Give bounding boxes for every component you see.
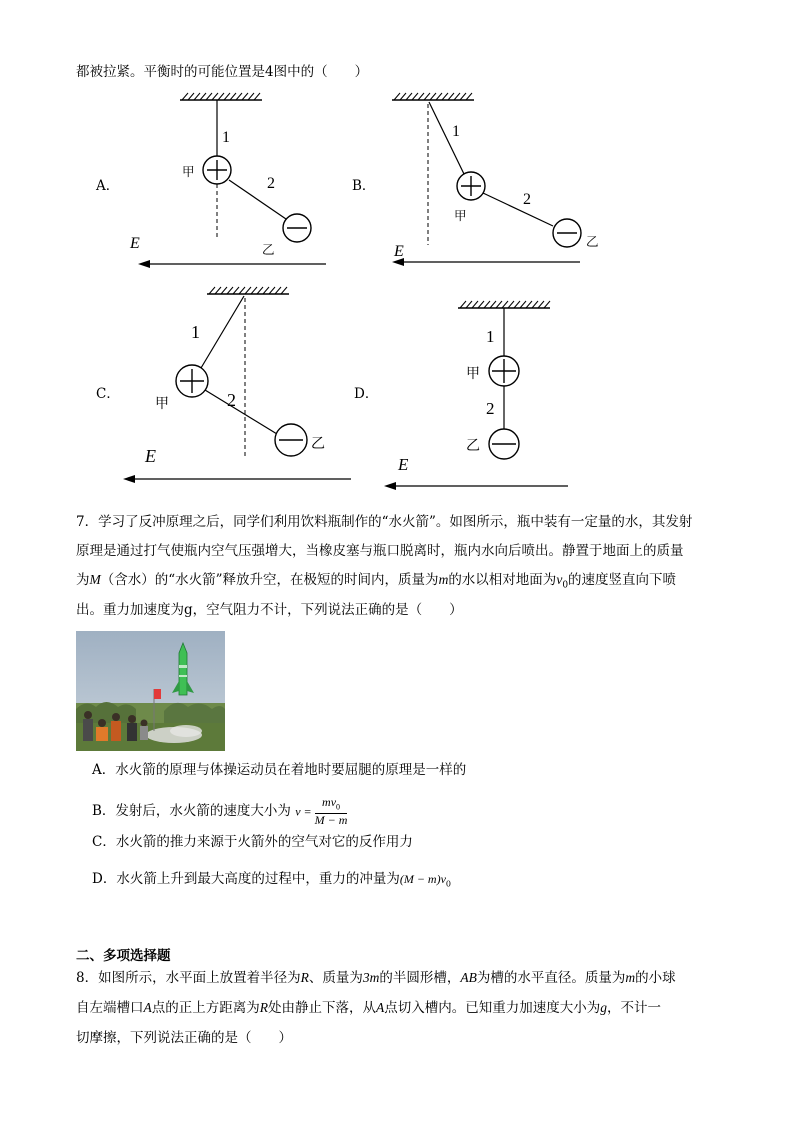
q7-option-c: C．水火箭的推力来源于火箭外的空气对它的反作用力 — [92, 834, 413, 850]
jia-label: 甲 — [466, 366, 480, 382]
string1-label: 1 — [486, 327, 495, 346]
q7-option-a: A．水火箭的原理与体操运动员在着地时要屈腿的原理是一样的 — [92, 762, 467, 778]
string1-label: 1 — [452, 123, 460, 140]
q8-line3: 切摩擦，下列说法正确的是（ ） — [76, 1030, 292, 1046]
rocket-icon — [179, 643, 187, 695]
field-label: E — [394, 243, 404, 260]
q6-diagram-b — [380, 90, 620, 275]
field-label: E — [145, 446, 156, 466]
water-rocket-photo — [76, 631, 225, 751]
q7-line2: 原理是通过打气使瓶内空气压强增大，当橡皮塞与瓶口脱离时，瓶内水向后喷出。静置于地面上的质量 — [76, 543, 684, 559]
q6-option-c-label: C． — [96, 386, 120, 402]
q7-line4: 出。重力加速度为g，空气阻力不计，下列说法正确的是（ ） — [76, 602, 463, 618]
q6-option-a-label: A． — [96, 178, 120, 194]
yi-label: 乙 — [466, 438, 480, 454]
field-arrow-icon — [123, 475, 135, 483]
q8-line1: 8．如图所示，水平面上放置着半径为R、质量为3m的半圆形槽，AB为槽的水平直径。质量为m的小球 — [76, 970, 676, 986]
field-arrow-icon — [384, 482, 396, 490]
q6-option-b-label: B． — [352, 178, 376, 194]
section-title: 二、多项选择题 — [76, 948, 171, 964]
q6-diagram-d — [380, 298, 580, 498]
q6-diagram-c — [115, 280, 360, 485]
string2-label: 2 — [227, 390, 236, 410]
field-label: E — [398, 455, 409, 474]
string1-label: 1 — [222, 129, 230, 146]
field-arrow-icon — [138, 260, 150, 268]
string2-label: 2 — [486, 399, 495, 418]
q6-tail-text: 都被拉紧。平衡时的可能位置是4图中的（ ） — [76, 64, 369, 80]
q6-diagram-a — [120, 90, 340, 275]
jia-label: 甲 — [155, 396, 169, 412]
string1-label: 1 — [191, 322, 200, 342]
yi-label: 乙 — [262, 242, 275, 257]
field-label: E — [130, 235, 140, 252]
string2-label: 2 — [523, 191, 531, 208]
q8-line2: 自左端槽口A点的正上方距离为R处由静止下落，从A点切入槽内。已知重力加速度大小为g，不计一 — [76, 1000, 661, 1016]
jia-label: 甲 — [182, 164, 195, 179]
string2-label: 2 — [267, 175, 275, 192]
q7-option-d: D．水火箭上升到最大高度的过程中，重力的冲量为$(M - m)v_0$ — [92, 871, 451, 889]
yi-label: 乙 — [586, 234, 599, 249]
q7-option-b: B．发射后，水火箭的速度大小为 v = $\frac{mv_0}{M - m}$ — [92, 795, 348, 828]
yi-label: 乙 — [311, 436, 325, 452]
jia-label: 甲 — [454, 208, 467, 223]
q6-option-d-label: D． — [354, 386, 379, 402]
q7-line1: 7．学习了反冲原理之后，同学们利用饮料瓶制作的“水火箭”。如图所示，瓶中装有一定量的水，其发射 — [76, 514, 693, 530]
q7-line3: 为M（含水）的“水火箭”释放升空，在极短的时间内，质量为m的水以相对地面为$v_0$的速度竖直向下喷 — [76, 572, 677, 591]
